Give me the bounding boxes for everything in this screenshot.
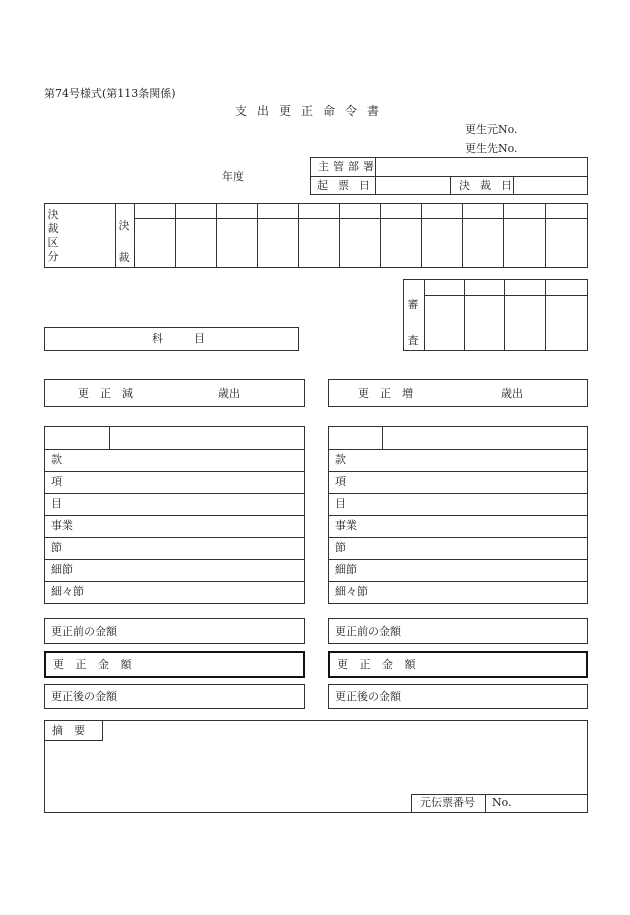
- decrease-before-amount-label: 更正前の金額: [51, 625, 117, 638]
- decrease-row-moku: 目: [51, 497, 62, 510]
- increase-row-kan: 款: [335, 453, 346, 466]
- summary-label: 摘 要: [52, 724, 85, 737]
- dept-label: 主管部署: [318, 160, 378, 173]
- decrease-row-saisaisetsu: 細々節: [51, 585, 84, 598]
- increase-row-setsu: 節: [335, 541, 346, 554]
- increase-after-amount-label: 更正後の金額: [335, 690, 401, 703]
- decrease-row-kan: 款: [51, 453, 62, 466]
- increase-expenditure-label: 歳出: [501, 387, 523, 400]
- approval-date-field[interactable]: [514, 177, 587, 194]
- decrease-correction-amount-label: 更 正 金 額: [53, 658, 136, 671]
- subject-label: 科 目: [152, 332, 215, 345]
- increase-row-saisaisetsu: 細々節: [335, 585, 368, 598]
- decrease-row-jigyou: 事業: [51, 519, 73, 532]
- original-slip-no-field[interactable]: [510, 794, 586, 811]
- decrease-row-setsu: 節: [51, 541, 62, 554]
- dept-field[interactable]: [376, 158, 587, 175]
- fiscal-year-label: 年度: [222, 170, 244, 183]
- decrease-row-saisetsu: 細節: [51, 563, 73, 576]
- decrease-expenditure-label: 歳出: [218, 387, 240, 400]
- issue-date-label: 起票日: [317, 179, 380, 192]
- audit-grid: [403, 279, 588, 351]
- original-slip-label: 元伝票番号: [420, 796, 475, 809]
- decrease-after-amount-label: 更正後の金額: [51, 690, 117, 703]
- audit-label: 審査: [407, 298, 419, 347]
- from-no-label: 更生元No.: [465, 123, 518, 136]
- approval-date-label: 決裁日: [459, 179, 522, 192]
- increase-row-moku: 目: [335, 497, 346, 510]
- increase-correction-amount-label: 更 正 金 額: [337, 658, 420, 671]
- decrease-row-kou: 項: [51, 475, 62, 488]
- increase-account-table: [328, 426, 588, 604]
- decrease-header-label: 更 正 減: [78, 387, 133, 400]
- original-slip-no-label: No.: [492, 796, 512, 809]
- form-number: 第74号様式(第113条関係): [44, 87, 176, 100]
- increase-header-label: 更 正 増: [358, 387, 413, 400]
- increase-row-saisetsu: 細節: [335, 563, 357, 576]
- approval-class-label: 決裁区分: [47, 208, 59, 263]
- increase-row-jigyou: 事業: [335, 519, 357, 532]
- increase-before-amount-label: 更正前の金額: [335, 625, 401, 638]
- form-title: 支出更正命令書: [235, 104, 390, 118]
- decrease-account-table: [44, 426, 305, 604]
- kessai-label: 決裁: [118, 219, 130, 264]
- summary-field[interactable]: [46, 741, 406, 811]
- issue-date-field[interactable]: [376, 177, 449, 194]
- increase-row-kou: 項: [335, 475, 346, 488]
- to-no-label: 更生先No.: [465, 142, 518, 155]
